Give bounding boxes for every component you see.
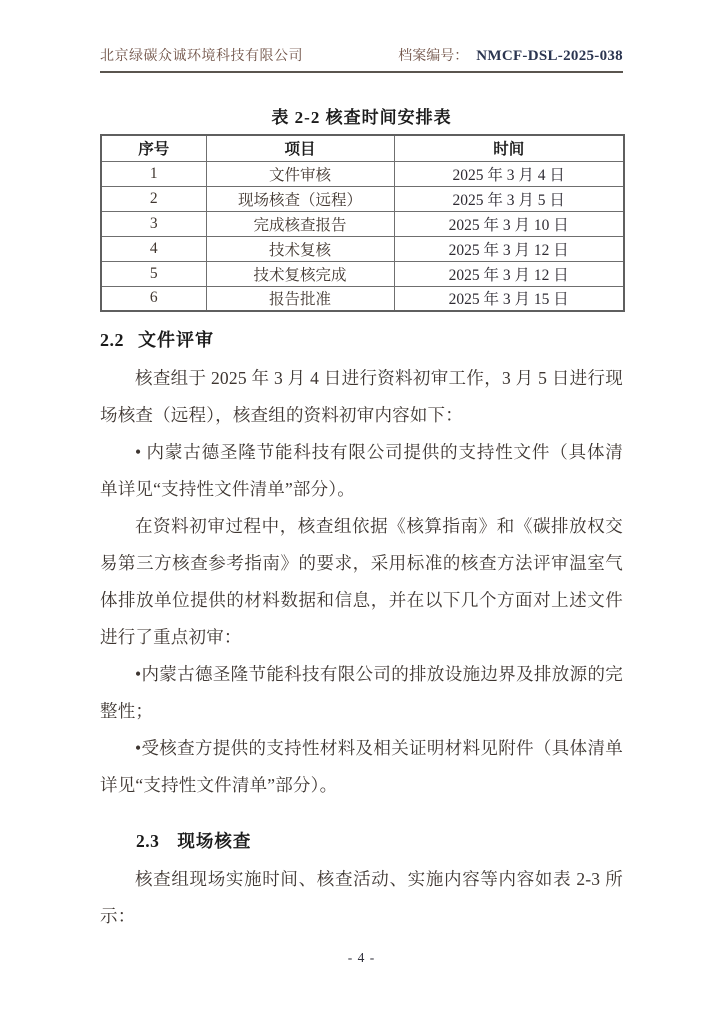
paragraph-onsite-verification: 核查组现场实施时间、核查活动、实施内容等内容如表 2-3 所示： [100, 869, 623, 926]
table-caption: 表 2-2 核查时间安排表 [271, 108, 452, 127]
page-number: - 4 - [347, 950, 376, 965]
section-heading-2-2 [100, 326, 623, 352]
page-content [100, 45, 623, 935]
section-number: 2.2 [100, 330, 124, 350]
row-time: 2025 年 3 月 15 日 [394, 286, 624, 311]
row-item: 文件审核 [206, 161, 394, 186]
section-title: 现场核查 [177, 831, 252, 851]
table-row [101, 211, 624, 236]
table-header-row [101, 135, 624, 161]
row-index: 4 [101, 236, 206, 261]
schedule-table [100, 134, 625, 312]
archive-number: NMCF-DSL-2025-038 [476, 48, 623, 64]
row-index: 1 [101, 161, 206, 186]
row-index: 6 [101, 286, 206, 311]
table-row [101, 286, 624, 311]
row-time: 2025 年 3 月 12 日 [394, 261, 624, 286]
table-row [101, 186, 624, 211]
paragraph-review-process: 在资料初审过程中，核查组依据《核算指南》和《碳排放权交易第三方核查参考指南》的要求，采用标准的核查方法评审温室气体排放单位提供的材料数据和信息，并在以下几个方面对上述文件进行了重点初审： [100, 516, 623, 647]
section-heading-2-3 [136, 828, 623, 853]
row-time: 2025 年 3 月 5 日 [394, 186, 624, 211]
document-header [100, 45, 623, 73]
row-time: 2025 年 3 月 10 日 [394, 211, 624, 236]
section-number: 2.3 [136, 831, 160, 851]
column-header-item: 项目 [206, 135, 394, 161]
company-name: 北京绿碳众诚环境科技有限公司 [100, 49, 303, 64]
bullet-paragraph-attachment-materials: •受核查方提供的支持性材料及相关证明材料见附件（具体清单详见“支持性文件清单”部分）。 [100, 738, 623, 795]
archive-number-block [398, 45, 623, 65]
section-title: 文件评审 [138, 330, 214, 350]
row-item: 技术复核 [206, 236, 394, 261]
row-item: 现场核查（远程） [206, 186, 394, 211]
row-item: 完成核查报告 [206, 211, 394, 236]
row-item: 报告批准 [206, 286, 394, 311]
bullet-paragraph-supporting-docs: • 内蒙古德圣隆节能科技有限公司提供的支持性文件（具体清单详见“支持性文件清单”部分）。 [100, 442, 623, 499]
archive-label: 档案编号： [398, 49, 469, 64]
column-header-time: 时间 [394, 135, 624, 161]
bullet-paragraph-boundary-completeness: •内蒙古德圣隆节能科技有限公司的排放设施边界及排放源的完整性； [100, 664, 623, 721]
column-header-index: 序号 [101, 135, 206, 161]
table-row [101, 236, 624, 261]
paragraph-intro-review: 核查组于 2025 年 3 月 4 日进行资料初审工作，3 月 5 日进行现场核查（远程），核查组的资料初审内容如下： [100, 368, 623, 425]
table-row [101, 161, 624, 186]
table-row [101, 261, 624, 286]
row-index: 3 [101, 211, 206, 236]
row-time: 2025 年 3 月 12 日 [394, 236, 624, 261]
row-index: 2 [101, 186, 206, 211]
row-time: 2025 年 3 月 4 日 [394, 161, 624, 186]
row-item: 技术复核完成 [206, 261, 394, 286]
row-index: 5 [101, 261, 206, 286]
